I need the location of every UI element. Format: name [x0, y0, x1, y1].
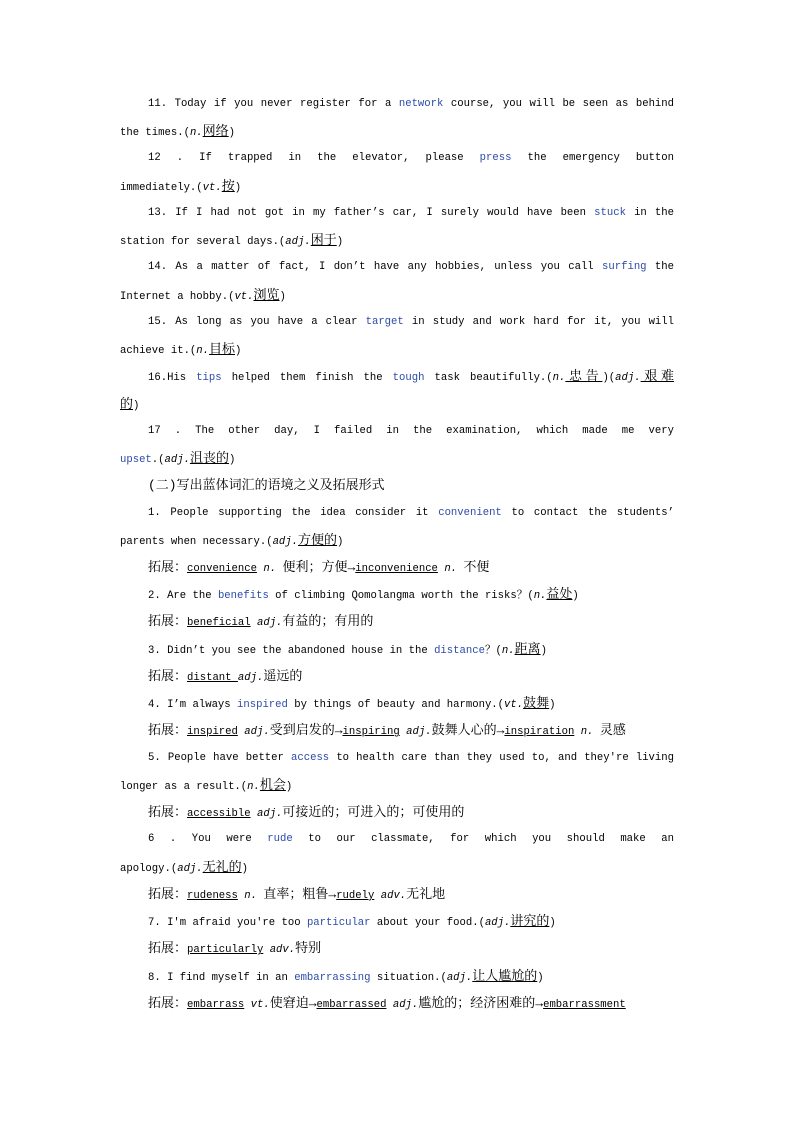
p1-ext-gloss-1: 便利；方便→ — [282, 559, 356, 575]
q12-keyword: press — [479, 152, 512, 165]
p5-ext-pos-1: adj. — [256, 808, 283, 821]
p8-ext-pos-1: vt. — [250, 998, 270, 1011]
p5-extension — [120, 799, 674, 826]
p4-ext-gloss-3: 灵感 — [599, 723, 626, 739]
q17-text-2: .( — [151, 454, 165, 467]
p3-ext-gloss-1: 遥远的 — [263, 668, 303, 684]
q14-meaning: 浏览 — [253, 287, 280, 303]
q14-line-1 — [120, 254, 674, 281]
p6-text-4: ) — [241, 862, 249, 875]
q11-text-3: the times.( — [120, 127, 190, 140]
q14-keyword: surfing — [602, 261, 647, 274]
q12-part-of-speech: vt. — [202, 181, 222, 194]
p6-text-2: to our classmate, for which you should make an — [292, 833, 674, 846]
q12-text-1: 12 . If trapped in the elevator, please — [148, 152, 480, 165]
q17-text-3: ) — [228, 454, 236, 467]
q13-meaning: 困于 — [310, 233, 337, 249]
p3-line-1 — [120, 636, 674, 663]
p3-ext-pos-1: adj. — [237, 671, 264, 684]
p8-ext-word-2: embarrassed — [316, 998, 387, 1011]
q11-text-4: ) — [228, 127, 236, 140]
q11-line-1 — [120, 91, 674, 118]
p7-ext-label: 拓展： — [148, 941, 188, 957]
p6-ext-pos-2: adv. — [380, 889, 407, 902]
p2-ext-label: 拓展： — [148, 614, 188, 630]
p1-ext-label: 拓展： — [148, 559, 188, 575]
section2-heading-line — [120, 472, 674, 499]
q16-keyword-1: tips — [196, 372, 222, 385]
q15-line-1 — [120, 309, 674, 336]
p3-ext-label: 拓展： — [148, 668, 188, 684]
q17-text-1: 17 . The other day, I failed in the examination, which made me very — [148, 424, 674, 437]
p2-meaning: 益处 — [546, 587, 573, 603]
p5-keyword: access — [291, 751, 330, 764]
p6-ext-word-1: rudeness — [187, 889, 238, 902]
q12-line-2 — [120, 173, 674, 200]
p5-meaning: 机会 — [259, 777, 286, 793]
p3-text-3: ) — [540, 644, 547, 657]
document-page — [120, 91, 674, 1017]
p6-ext-gloss-2: 无礼地 — [406, 886, 446, 902]
q11-meaning: 网络 — [202, 124, 229, 140]
p1-ext-gloss-2: 不便 — [463, 559, 490, 575]
q11-text-1: 11. Today if you never register for a — [148, 98, 399, 110]
q13-keyword: stuck — [594, 206, 626, 219]
p6-part-of-speech: adj. — [177, 862, 203, 875]
p5-text-2: to health care than they used to, and they're living — [329, 751, 674, 764]
q14-text-2: the — [646, 261, 674, 274]
p2-text-1: 2. Are the — [148, 590, 218, 603]
p7-extension — [120, 935, 674, 962]
p8-extension — [120, 990, 674, 1017]
p2-line-1 — [120, 581, 674, 608]
p7-text-3: ) — [549, 917, 556, 930]
q12-meaning: 按 — [221, 178, 235, 194]
q17-line-2 — [120, 445, 674, 472]
p5-text-3: longer as a result.( — [120, 780, 248, 793]
p2-keyword: benefits — [217, 590, 269, 603]
q16-meaning-2b: 的 — [120, 396, 134, 412]
q16-text-2: helped them finish the — [221, 372, 393, 385]
p6-extension — [120, 881, 674, 908]
section2-heading: (二)写出蓝体词汇的语境之义及拓展形式 — [148, 478, 385, 494]
p2-ext-pos-1: adj. — [256, 617, 283, 630]
p4-line-1 — [120, 690, 674, 717]
p6-line-1 — [120, 826, 674, 853]
p7-meaning: 讲究的 — [510, 914, 550, 930]
p6-meaning: 无礼的 — [202, 859, 242, 875]
q16-text-4: )( — [602, 372, 616, 385]
q13-text-1: 13. If I had not got in my father’s car, I surely would have been — [148, 206, 595, 219]
p8-ext-gloss-1: 使窘迫→ — [269, 995, 317, 1011]
p3-ext-word-1: distant — [187, 671, 232, 684]
p1-ext-word-2: inconvenience — [355, 562, 438, 575]
p4-ext-pos-2: adj. — [406, 726, 432, 739]
p4-keyword: inspired — [237, 699, 288, 712]
q15-line-2 — [120, 336, 674, 363]
q14-line-2 — [120, 282, 674, 309]
q15-part-of-speech: n. — [196, 345, 210, 358]
p8-keyword: embarrassing — [294, 971, 371, 984]
p1-text-2: to contact the students’ — [501, 506, 674, 519]
q11-part-of-speech: n. — [189, 127, 203, 140]
p4-meaning: 鼓舞 — [523, 696, 550, 712]
q17-keyword: upset — [120, 454, 152, 467]
p1-text-4: ) — [337, 535, 344, 548]
p4-extension — [120, 717, 674, 744]
p4-ext-word-1: inspired — [187, 726, 238, 739]
q17-part-of-speech: adj. — [164, 454, 190, 467]
p2-text-2: of climbing Qomolangma worth the risks？( — [268, 590, 534, 603]
p1-line-1 — [120, 500, 674, 527]
p5-ext-gloss-1: 可接近的；可进入的；可使用的 — [282, 805, 465, 821]
p2-part-of-speech: n. — [533, 590, 547, 603]
q14-text-4: ) — [279, 290, 286, 303]
p8-ext-word-1: embarrass — [187, 998, 245, 1011]
q15-text-3: achieve it.( — [120, 345, 197, 358]
p4-ext-gloss-1: 受到启发的→ — [269, 723, 343, 739]
q16-line-2 — [120, 391, 674, 418]
p8-text-2: situation.( — [370, 971, 447, 984]
p7-line-1 — [120, 908, 674, 935]
q15-text-2: in study and work hard for it, you will — [403, 315, 674, 328]
p3-meaning: 距离 — [514, 641, 541, 657]
p7-ext-gloss-1: 特别 — [295, 941, 322, 957]
p1-ext-pos-2: n. — [444, 562, 458, 575]
q16-text-5: ) — [133, 399, 140, 412]
q15-meaning: 目标 — [209, 342, 236, 358]
q15-keyword: target — [365, 315, 404, 328]
p1-keyword: convenient — [438, 506, 502, 519]
p2-text-3: ) — [572, 590, 579, 603]
q16-meaning-1: 忠告 — [565, 369, 603, 385]
p4-ext-word-2: inspiring — [342, 726, 400, 739]
p3-part-of-speech: n. — [501, 644, 515, 657]
p8-ext-label: 拓展： — [148, 995, 188, 1011]
p1-extension — [120, 554, 674, 581]
p7-keyword: particular — [306, 917, 371, 930]
p5-text-4: ) — [285, 780, 293, 793]
q16-text-1: 16.His — [148, 372, 197, 385]
q11-keyword: network — [398, 98, 444, 110]
q14-text-3: Internet a hobby.( — [120, 290, 235, 303]
p4-ext-pos-1: adj. — [244, 726, 270, 739]
q16-keyword-2: tough — [392, 372, 425, 385]
p8-text-3: ) — [537, 971, 544, 984]
p5-part-of-speech: n. — [247, 780, 260, 793]
p6-text-3: apology.( — [120, 862, 178, 875]
p6-line-2 — [120, 854, 674, 881]
q12-text-3: immediately.( — [120, 181, 203, 194]
q13-part-of-speech: adj. — [285, 236, 311, 249]
q12-text-4: ) — [234, 181, 242, 194]
p6-ext-label: 拓展： — [148, 886, 188, 902]
p8-line-1 — [120, 963, 674, 990]
p7-text-2: about your food.( — [370, 917, 485, 930]
p3-extension — [120, 663, 674, 690]
q13-text-3: station for several days.( — [120, 236, 286, 249]
p4-part-of-speech: vt. — [504, 699, 524, 712]
p8-text-1: 8. I find myself in an — [148, 971, 295, 984]
q16-part-of-speech-2: adj. — [615, 372, 641, 385]
p4-ext-label: 拓展： — [148, 723, 188, 739]
p7-part-of-speech: adj. — [484, 917, 511, 930]
p1-line-2 — [120, 527, 674, 554]
p5-line-2 — [120, 772, 674, 799]
q15-text-1: 15. As long as you have a clear — [148, 315, 366, 328]
p8-part-of-speech: adj. — [446, 971, 473, 984]
p3-text-2: ？( — [484, 644, 502, 657]
p1-meaning: 方便的 — [298, 532, 338, 548]
p7-ext-word-1: particularly — [187, 944, 264, 957]
p3-keyword: distance — [434, 644, 485, 657]
p1-text-1: 1. People supporting the idea consider it — [148, 506, 439, 519]
p6-ext-gloss-1: 直率；粗鲁→ — [263, 886, 337, 902]
p8-ext-word-3: embarrassment — [543, 998, 626, 1011]
p8-meaning: 让人尴尬的 — [472, 968, 538, 984]
p3-text-1: 3. Didn’t you see the abandoned house in the — [148, 644, 435, 657]
p5-ext-label: 拓展： — [148, 805, 188, 821]
p7-ext-pos-1: adv. — [269, 944, 296, 957]
q17-line-1 — [120, 418, 674, 445]
p7-text-1: 7. I'm afraid you're too — [148, 917, 307, 930]
q15-text-4: ) — [235, 345, 242, 358]
p4-text-1: 4. I’m always — [148, 699, 238, 712]
p8-ext-gloss-2: 尴尬的；经济困难的→ — [418, 995, 544, 1011]
p8-ext-pos-2: adj. — [392, 998, 419, 1011]
p6-keyword: rude — [267, 833, 293, 846]
p4-ext-gloss-2: 鼓舞人心的→ — [431, 723, 505, 739]
q11-line-2 — [120, 118, 674, 145]
p1-ext-word-1: convenience — [187, 562, 257, 575]
q12-line-1 — [120, 145, 674, 172]
p2-extension — [120, 608, 674, 635]
p5-text-1: 5. People have better — [148, 751, 292, 764]
p1-text-3: parents when necessary.( — [120, 535, 273, 548]
q16-part-of-speech-1: n. — [552, 372, 566, 385]
q13-text-2: in the — [625, 206, 674, 219]
q17-meaning: 沮丧的 — [189, 451, 229, 467]
p6-ext-pos-1: n. — [244, 889, 257, 902]
q12-text-2: the emergency button — [511, 152, 674, 165]
q13-line-2 — [120, 227, 674, 254]
p6-ext-word-2: rudely — [336, 889, 375, 902]
p5-ext-word-1: accessible — [187, 808, 251, 821]
p2-ext-word-1: beneficial — [187, 617, 251, 630]
p4-text-2: by things of beauty and harmony.( — [287, 699, 505, 712]
p4-ext-word-3: inspiration — [504, 726, 575, 739]
q13-line-1 — [120, 200, 674, 227]
p4-ext-pos-3: n. — [580, 726, 594, 739]
p4-text-3: ) — [549, 699, 556, 712]
p2-ext-gloss-1: 有益的；有用的 — [282, 614, 374, 630]
q13-text-4: ) — [336, 236, 344, 249]
q16-text-3: task beautifully.( — [424, 372, 553, 385]
q14-text-1: 14. As a matter of fact, I don’t have any hobbies, unless you call — [148, 261, 603, 274]
p6-text-1: 6 . You were — [148, 833, 268, 846]
p5-line-1 — [120, 745, 674, 772]
q11-text-2: course, you will be seen as behind — [443, 98, 674, 110]
q14-part-of-speech: vt. — [234, 290, 254, 303]
q16-line-1 — [120, 363, 674, 390]
p1-part-of-speech: adj. — [272, 535, 299, 548]
p1-ext-pos-1: n. — [263, 562, 277, 575]
q16-meaning-2a: 艰难 — [640, 369, 674, 385]
